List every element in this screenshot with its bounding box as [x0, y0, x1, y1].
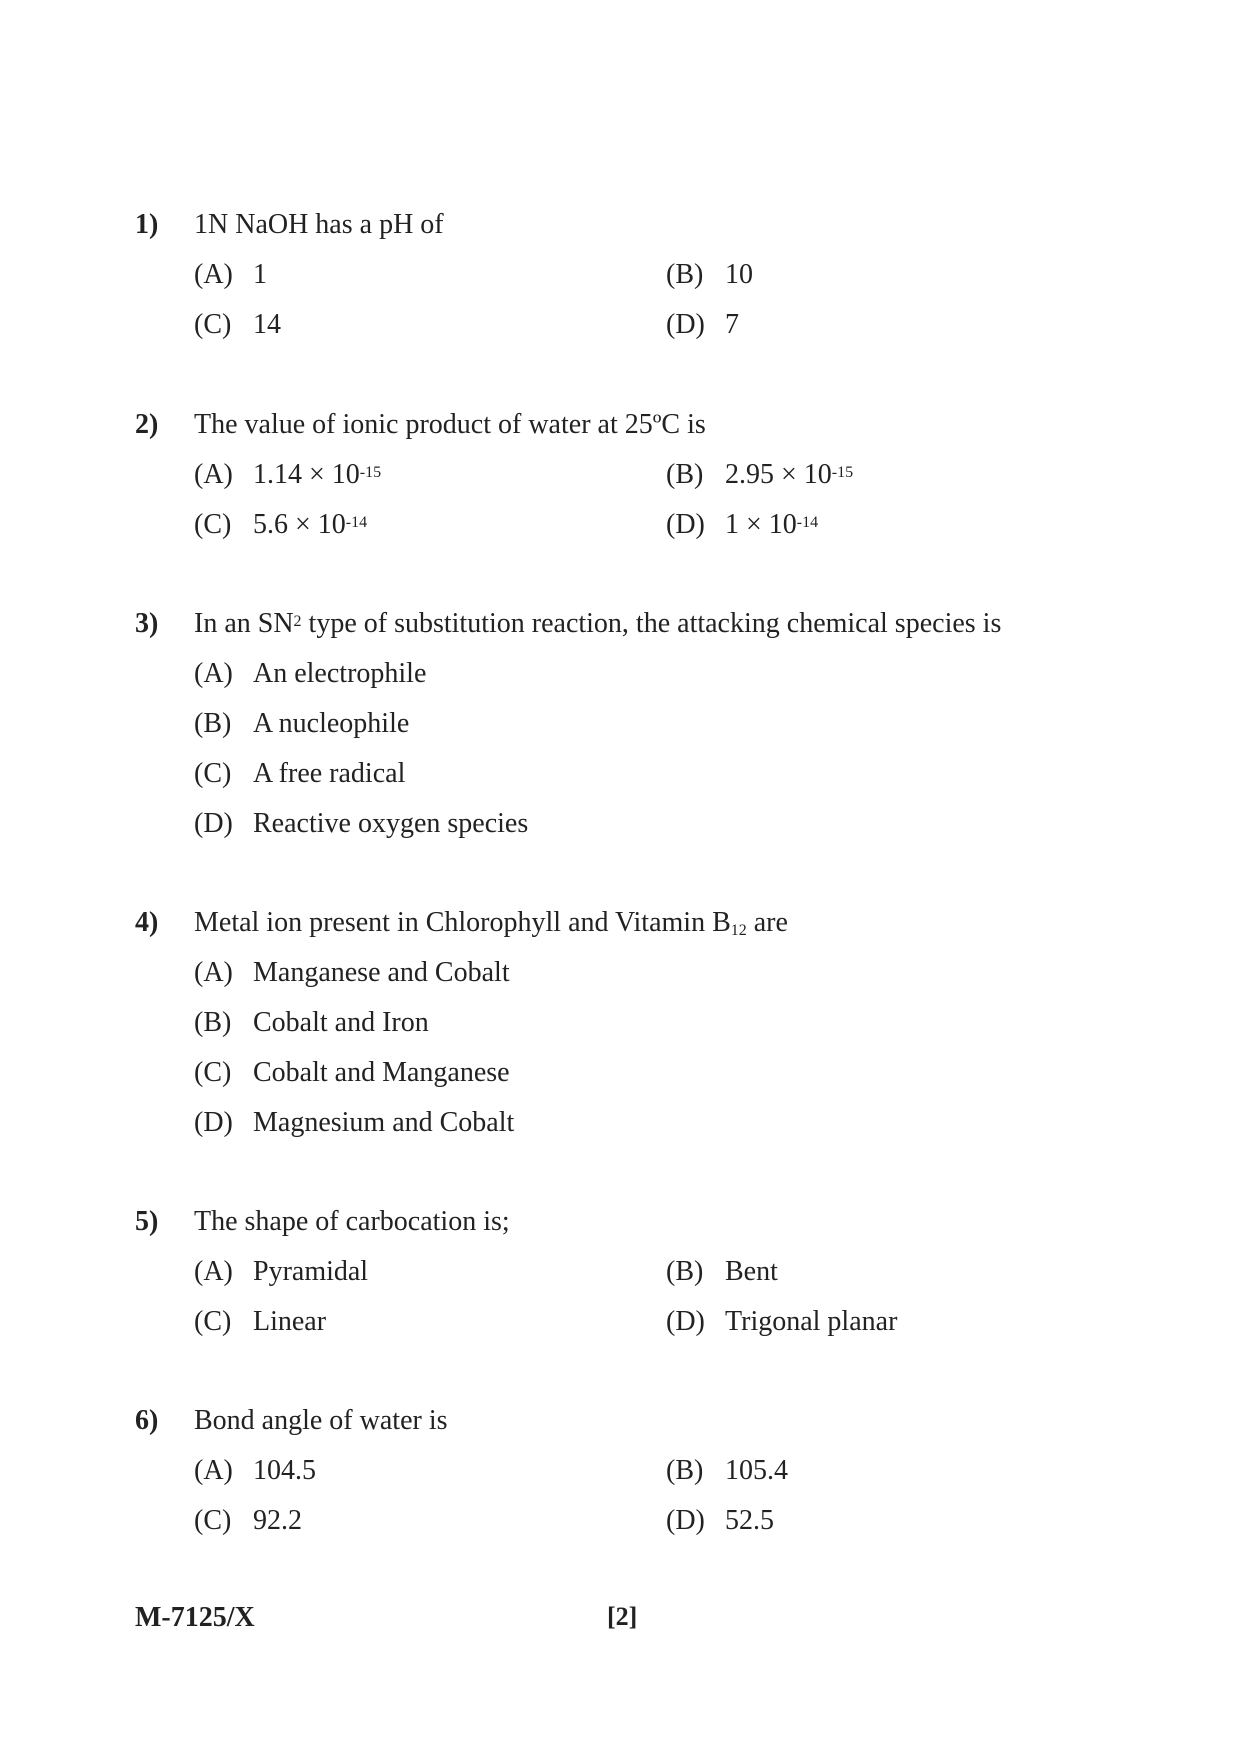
question-number: 6): [135, 1405, 159, 1436]
option-d: [194, 807, 528, 841]
option-label: (A): [194, 658, 233, 689]
option-b: [666, 1454, 788, 1488]
option-text: 104.5: [253, 1455, 316, 1486]
option-c: [194, 308, 281, 342]
option-label: (D): [194, 808, 233, 839]
option-d: [666, 1504, 774, 1538]
option-mantissa: 2.95 × 10: [725, 459, 832, 490]
question-text: Bond angle of water is: [194, 1405, 448, 1436]
option-a: [194, 458, 381, 492]
option-label: (A): [194, 1455, 233, 1486]
option-label: (C): [194, 1505, 232, 1536]
option-c: [194, 1504, 302, 1538]
option-b: [666, 258, 753, 292]
option-label: (A): [194, 459, 233, 490]
question-text-sub: 12: [730, 922, 747, 939]
option-c: [194, 1305, 326, 1339]
question-text-before: In an SN: [194, 608, 294, 639]
question-text-sup: 2: [293, 613, 302, 630]
question-text: [194, 607, 1001, 641]
option-text: Reactive oxygen species: [253, 808, 529, 839]
option-text: An electrophile: [253, 658, 427, 689]
option-text: 92.2: [253, 1505, 302, 1536]
option-exponent: -15: [831, 464, 854, 481]
option-a: [194, 657, 426, 691]
option-a: [194, 258, 267, 292]
option-text: 105.4: [725, 1455, 788, 1486]
option-b: [666, 458, 853, 492]
option-b: [666, 1255, 778, 1289]
option-text: Linear: [253, 1306, 327, 1337]
option-a: [194, 1454, 316, 1488]
option-mantissa: 1 × 10: [725, 509, 797, 540]
page-number: [2]: [607, 1602, 638, 1631]
option-text: Cobalt and Manganese: [253, 1057, 510, 1088]
option-text: A free radical: [253, 758, 406, 789]
option-c: [194, 757, 405, 791]
option-mantissa: 5.6 × 10: [253, 509, 346, 540]
option-exponent: -14: [345, 514, 368, 531]
option-d: [194, 1106, 514, 1140]
question-text: 1N NaOH has a pH of: [194, 209, 444, 240]
option-b: [194, 707, 409, 741]
option-label: (C): [194, 1057, 232, 1088]
question-number: 3): [135, 608, 159, 639]
option-label: (B): [194, 1007, 232, 1038]
option-text: Cobalt and Iron: [253, 1007, 429, 1038]
option-label: (D): [666, 1505, 705, 1536]
option-label: (D): [194, 1107, 233, 1138]
option-d: [666, 1305, 897, 1339]
option-label: (B): [666, 1256, 704, 1287]
option-label: (A): [194, 957, 233, 988]
option-text: 14: [253, 309, 281, 340]
option-text: Trigonal planar: [725, 1306, 898, 1337]
question-text-after: type of substitution reaction, the attacking chemical species is: [301, 608, 1002, 639]
option-text: Pyramidal: [253, 1256, 369, 1287]
option-d: [666, 308, 739, 342]
option-text: Manganese and Cobalt: [253, 957, 510, 988]
option-label: (B): [666, 259, 704, 290]
option-label: (A): [194, 259, 233, 290]
option-exponent: -15: [359, 464, 382, 481]
option-text: Bent: [725, 1256, 778, 1287]
option-text: Magnesium and Cobalt: [253, 1107, 515, 1138]
option-label: (B): [666, 1455, 704, 1486]
question-number: 5): [135, 1206, 159, 1237]
option-label: (C): [194, 309, 232, 340]
question-number: 1): [135, 209, 159, 240]
option-text: A nucleophile: [253, 708, 410, 739]
question-text: [194, 906, 788, 940]
question-text: The value of ionic product of water at 25ºC is: [194, 409, 706, 440]
option-a: [194, 1255, 368, 1289]
option-exponent: -14: [796, 514, 819, 531]
paper-code: M-7125/X: [135, 1602, 255, 1633]
option-label: (A): [194, 1256, 233, 1287]
option-label: (B): [666, 459, 704, 490]
option-label: (D): [666, 309, 705, 340]
option-text: 7: [725, 309, 739, 340]
option-text: 10: [725, 259, 753, 290]
option-mantissa: 1.14 × 10: [253, 459, 360, 490]
option-b: [194, 1006, 429, 1040]
option-label: (C): [194, 1306, 232, 1337]
option-label: (B): [194, 708, 232, 739]
option-text: 1: [253, 259, 267, 290]
question-number: 2): [135, 409, 159, 440]
option-c: [194, 508, 367, 542]
question-text: The shape of carbocation is;: [194, 1206, 510, 1237]
question-text-after: are: [746, 907, 788, 938]
option-label: (C): [194, 758, 232, 789]
option-label: (D): [666, 509, 705, 540]
question-text-before: Metal ion present in Chlorophyll and Vitamin B: [194, 907, 731, 938]
option-text: 52.5: [725, 1505, 774, 1536]
option-c: [194, 1056, 510, 1090]
question-number: 4): [135, 907, 159, 938]
option-label: (C): [194, 509, 232, 540]
option-label: (D): [666, 1306, 705, 1337]
option-a: [194, 956, 510, 990]
option-d: [666, 508, 818, 542]
